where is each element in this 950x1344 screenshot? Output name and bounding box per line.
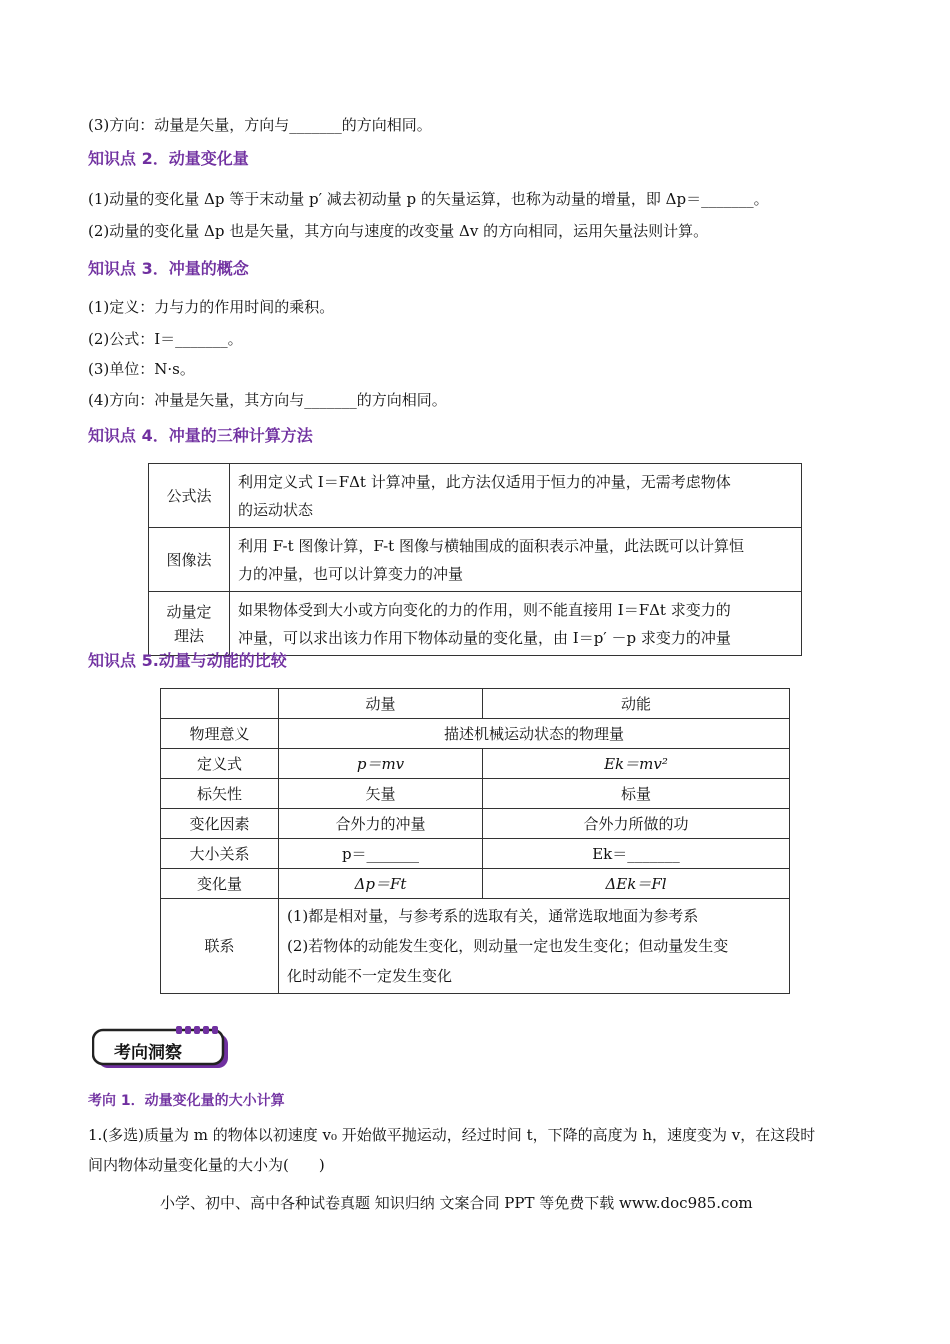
cell-line: 利用 F-t 图像计算，F-t 图像与横轴围成的面积表示冲量，此法既可以计算恒 [238,536,744,555]
table-cell [230,592,802,656]
impulse-methods-table [148,463,802,656]
direction-1-heading: 考向 1．动量变化量的大小计算 [88,1093,285,1109]
table-cell: 定义式 [161,749,279,779]
cell-line: 的运动状态 [238,500,314,519]
table-cell: 描述机械运动状态的物理量 [279,719,790,749]
table-cell [230,528,802,592]
table-cell: 联系 [161,899,279,994]
table-cell: 大小关系 [161,839,279,869]
table-header-momentum: 动量 [279,689,483,719]
question-1-line-1: 1.(多选)质量为 m 的物体以初速度 v₀ 开始做平抛运动，经过时间 t，下降的高度为 h，速度变为 v，在这段时 [88,1126,816,1144]
table-row [149,464,802,528]
table-cell: p＝mv [279,749,483,779]
kp4-heading: 知识点 4．冲量的三种计算方法 [88,426,313,445]
table-cell: 变化量 [161,869,279,899]
cell-line: (2)若物体的动能发生变化，则动量一定也发生变化；但动量发生变 [287,937,729,955]
table-cell [161,689,279,719]
cell-line: 动量定 [166,602,212,621]
table-row [149,528,802,592]
table-cell: 标矢性 [161,779,279,809]
direction-text: (3)方向：动量是矢量，方向与_______的方向相同。 [88,116,432,134]
table-cell: 矢量 [279,779,483,809]
table-cell: 合外力的冲量 [279,809,483,839]
cell-line: 如果物体受到大小或方向变化的力的作用，则不能直接用 I＝FΔt 求变力的 [238,600,731,619]
table-cell: p＝_______ [279,839,483,869]
table-cell: ΔEk＝Fl [483,869,790,899]
table-row [161,839,790,869]
table-row [161,809,790,839]
kp2-heading: 知识点 2．动量变化量 [88,149,249,168]
table-cell [279,899,790,994]
table-cell: Ek＝_______ [483,839,790,869]
table-row [161,689,790,719]
table-row [161,869,790,899]
kp3-para-3: (3)单位：N·s。 [88,360,195,378]
table-cell: 图像法 [149,528,230,592]
table-cell: Ek＝mv² [483,749,790,779]
table-row [149,592,802,656]
table-header-kinetic-energy: 动能 [483,689,790,719]
page-footer: 小学、初中、高中各种试卷真题 知识归纳 文案合同 PPT 等免费下载 www.doc985.com [160,1194,753,1212]
table-cell: 物理意义 [161,719,279,749]
table-cell: 变化因素 [161,809,279,839]
kp3-para-2: (2)公式：I＝_______。 [88,330,243,348]
cell-line: (1)都是相对量，与参考系的选取有关，通常选取地面为参考系 [287,907,699,925]
table-row [161,779,790,809]
badge-label: 考向洞察 [114,1043,182,1063]
table-row [161,749,790,779]
question-1-line-2: 间内物体动量变化量的大小为( ) [88,1156,325,1174]
cell-line: 理法 [173,626,204,645]
table-cell: 合外力所做的功 [483,809,790,839]
cell-line: 利用定义式 I＝FΔt 计算冲量，此方法仅适用于恒力的冲量，无需考虑物体 [238,472,731,491]
kp2-para-2: (2)动量的变化量 Δp 也是矢量，其方向与速度的改变量 Δv 的方向相同，运用矢量法则计算。 [88,222,709,240]
table-cell: Δp＝Ft [279,869,483,899]
cell-line: 力的冲量，也可以计算变力的冲量 [238,564,464,583]
kp3-para-1: (1)定义：力与力的作用时间的乘积。 [88,298,335,316]
cell-line: 冲量，可以求出该力作用下物体动量的变化量，由 I＝p′ －p 求变力的冲量 [238,628,731,647]
table-row [161,719,790,749]
kp3-heading: 知识点 3．冲量的概念 [88,259,249,278]
table-cell: 标量 [483,779,790,809]
table-cell [149,592,230,656]
section-badge [92,1026,232,1070]
kp5-heading: 知识点 5.动量与动能的比较 [88,651,287,670]
table-row [161,899,790,994]
momentum-vs-kinetic-energy-table [160,688,790,994]
kp3-para-4: (4)方向：冲量是矢量，其方向与_______的方向相同。 [88,391,447,409]
table-cell: 公式法 [149,464,230,528]
table-cell [230,464,802,528]
cell-line: 化时动能不一定发生变化 [287,967,453,985]
kp2-para-1: (1)动量的变化量 Δp 等于末动量 p′ 减去初动量 p 的矢量运算，也称为动量的增量，即 Δp＝_______。 [88,190,769,208]
